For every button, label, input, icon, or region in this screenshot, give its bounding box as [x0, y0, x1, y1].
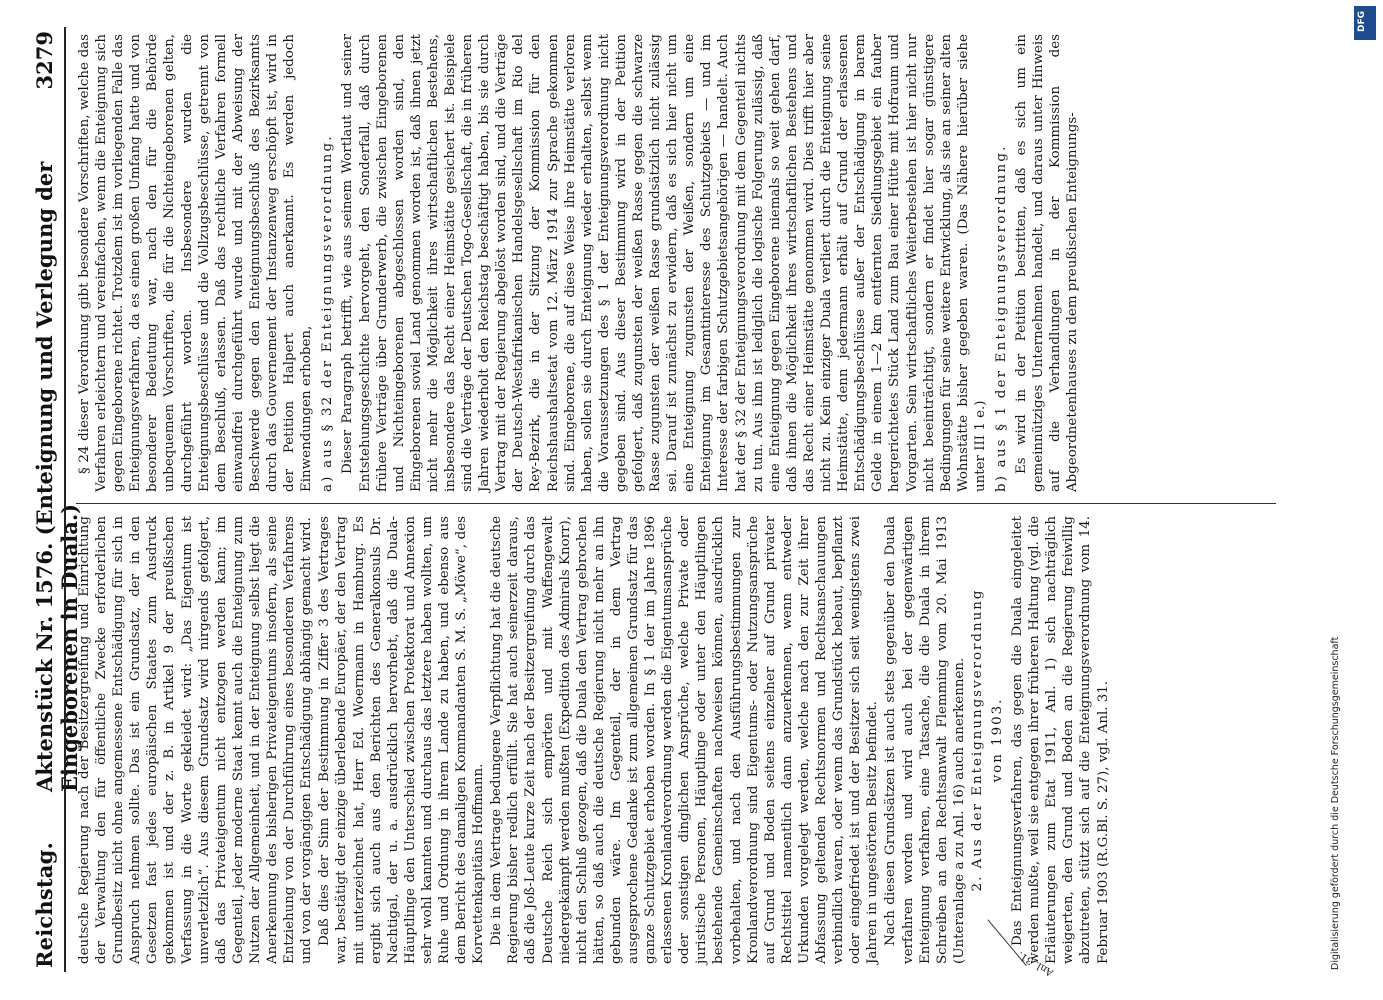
- paragraph: Es wird in der Petition bestritten, daß es sich um ein gemeinnütziges Unternehmen handelt, und daraus unter Hinweis auf die Verhandlungen in der Kommission des Abgeordnetenhauses zu dem preußischen Enteignungs-: [1014, 34, 1081, 492]
- paragraph: Das Enteignungsverfahren, das gegen die Duala eingeleitet werden mußte, weil sie entgegen ihrer früheren Haltung (vgl. die Erläuterungen zum Etat 1911, Anl. 1) sich nachträglich weigerten, den Grund und Boden an die Regierung freiwillig abzutreten, stützt sich auf die Enteignungsverordnung vom 14. Februar 1903 (R.G.Bl. S. 27), vgl. Anl. 31.: [1010, 516, 1111, 964]
- paragraph: Daß dies der Sinn der Bestimmung in Ziffer 3 des Vertrages war, bestätigt der einzige überlebende Europäer, der den Vertrag mit unterzeichnet hat, Herr Ed. Woermann in Hamburg. Es ergibt sich auch aus den Berichten des Generalkonsuls Dr. Nachtigal, der u. a. ausdrücklich hervorhebt, daß die Duala-Häuptlinge den Unterschied zwischen Protektorat und Annexion sehr wohl kannten und durchaus das letztere haben wollten, um Ruhe und Ordnung in ihrem Lande zu haben, und ebenso aus dem Bericht des damaligen Kommandanten S. M. S. „Möwe“, des Korvettenkapitäns Hoffmann.: [317, 516, 487, 964]
- section-heading: 2. Aus der Enteignungsverordnung: [969, 588, 985, 892]
- paragraph: deutsche Regierung nach der Besitzergreifung und Einrichtung der Verwaltung den für öffentliche Zwecke erforderlichen Grundbesitz nicht ohne angemessene Entschädigung für sich in Anspruch nehmen sollte. Das ist ein Grundsatz, der in den Gesetzen fast jedes europäischen Staates zum Ausdruck gekommen ist und der z. B. in Artikel 9 der preußischen Verfassung in die Worte gekleidet wird: „Das Eigentum ist unverletzlich“. Aus diesem Grundsatz wird nirgends gefolgert, daß das Privateigentum nicht entzogen werden kann; im Gegenteil, jeder moderne Staat kennt auch die Enteignung zum Nutzen der Allgemeinheit, und in der Enteignung selbst liegt die Anerkennung des bisherigen Privateigentums insofern, als seine Entziehung von der Durchführung eines besonderen Verfahrens und von der vorgängigen Entschädigung abhängig gemacht wird.: [77, 516, 315, 964]
- header-rule: [64, 27, 66, 972]
- section-heading: a) aus § 32 der Enteignungsverordnung.: [320, 134, 336, 492]
- paragraph: § 24 dieser Verordnung gibt besondere Vorschriften, welche das Verfahren erleichtern und vereinfachen, wenn die Enteignung sich gegen Eingeborene richtet. Trotzdem ist im vorliegenden Falle das Enteignungsverfahren, da es einen großen Umfang hatte und von besonderer Bedeutung war, nach den für die Behörde unbequemen Vorschriften, die für die Nichteingeborenen gelten, durchgeführt worden. Insbesondere wurden die Enteignungsbeschlüsse und die Vollzugsbeschlüsse, getrennt von dem Beschluß, erlassen. Daß das rechtliche Verfahren formell einwandfrei durchgeführt wurde und mit der Abweisung der Beschwerde gegen den Enteignungsbeschluß des Bezirksamts durch das Gouvernement der Instanzenweg erschöpft ist, wird in der Petition Halpert auch anerkannt. Es werden jedoch Einwendungen erhoben,: [77, 34, 315, 492]
- page-number: 3279: [32, 31, 57, 90]
- column-divider: [76, 503, 1276, 504]
- section-heading: b) aus § 1 der Enteignungsverordnung.: [993, 144, 1009, 492]
- header-title: Aktenstück Nr. 1576. (Enteignung und Verlegung der Eingeborenen in Duala.): [32, 161, 82, 792]
- right-column: [76, 34, 1082, 492]
- dfg-logo: [1354, 6, 1376, 40]
- paragraph: Die in dem Vertrage bedungene Verpflichtung hat die deutsche Regierung bisher redlich erfüllt. Sie hat auch seinerzeit daraus, daß die Joß-Leute kurze Zeit nach der Besitzergreifung durch das Deutsche Reich sich empörten und mit Waffengewalt niedergekämpft werden mußten (Expedition des Admirals Knorr), nicht den Schluß gezogen, daß die Duala den Vertrag gebrochen hätten, so daß auch die deutsche Regierung nicht mehr an ihn gebunden wäre. Im Gegenteil, der in dem Vertrag ausgesprochene Gedanke ist zum allgemeinen Grundsatz für das ganze Schutzgebiet erhoben worden. In § 1 der im Jahre 1896 erlassenen Kronlandverordnung werden die Eigentumsansprüche oder sonstigen dinglichen Ansprüche, welche Private oder juristische Personen, Häuptlinge oder unter den Häuptlingen bestehende Gemeinschaften nachweisen können, ausdrücklich vorbehalten, und nach den Ausführungsbestimmungen zur Kronlandverordnung sind Eigentums- oder Nutzungsansprüche auf Grund und Boden seitens einzelner auf Grund privater Rechtstitel namentlich dann anzuerkennen, wenn entweder Urkunden vorgelegt werden, welche nach den zur Zeit ihrer Abfassung geltenden Rechtsnormen und Rechtsanschauungen verbindlich waren, oder wenn das Grundstück bebaut, bepflanzt oder eingefriedet ist und der Besitzer sich seit wenigstens zwei Jahren in ungestörtem Besitz befindet.: [489, 516, 881, 964]
- header-left: Reichstag.: [32, 842, 57, 968]
- page-header: [28, 27, 82, 972]
- digitization-credit: [1320, 40, 1360, 980]
- left-column: [76, 516, 1113, 964]
- paragraph: Dieser Paragraph betrifft, wie aus seinem Wortlaut und seiner Entstehungsgeschichte hervorgeht, den Sonderfall, daß durch frühere Verträge über Grunderwerb, die zwischen Eingeborenen und Nichteingeborenen abgeschlossen worden sind, den Eingeborenen soviel Land genommen worden ist, daß ihnen jetzt nicht mehr die Möglichkeit ihres wirtschaftlichen Bestehens, insbesondere das Recht einer Heimstätte gesichert ist. Beispiele sind die Verträge der Deutschen Togo-Gesellschaft, die in früheren Jahren wiederholt den Reichstag beschäftigt haben, bis sie durch Vertrag mit der Regierung abgelöst worden sind, und die Verträge der Deutsch-Westafrikanischen Handelsgesellschaft im Rio del Rey-Bezirk, die in der Sitzung der Kommission für den Reichshaushaltsetat vom 12. März 1914 zur Sprache gekommen sind. Eingeborene, die auf diese Weise ihre Heimstätte verloren haben, sollen sie durch Enteignung wieder erhalten, selbst wenn die Voraussetzungen des § 1 der Enteignungsverordnung nicht gegeben sind. Aus dieser Bestimmung wird in der Petition gefolgert, daß zugunsten der weißen Rasse gegen die schwarze Rasse zugunsten der weißen Rasse grundsätzlich nicht zulässig sei. Darauf ist zunächst zu erwidern, daß es sich hier nicht um eine Enteignung zugunsten der Weißen, sondern um eine Enteignung im Gesamtinteresse des Schutzgebiets — und im Interesse der farbigen Schutzgebietsangehörigen — handelt. Auch hat der § 32 der Enteignungsverordnung mit dem Gegenteil nichts zu tun. Aus ihm ist lediglich die logische Folgerung zulässig, daß eine Enteignung gegen Eingeborene niemals so weit gehen darf, daß ihnen die Möglichkeit ihres wirtschaftlichen Bestehens und das Recht einer Heimstätte genommen wird. Dies trifft hier aber nicht zu. Kein einziger Duala verliert durch die Enteignung seine Heimstätte, denn jedermann erhält auf Grund der erlassenen Entschädigungsbeschlüsse außer der Entschädigung in barem Gelde in einem 1—2 km entfernten Siedlungsgebiet ein fauber hergerichtetes Stück Land zum Bau einer Hütte mit Hofraum und Vorgarten. Sein wirtschaftliches Weiterbestehen ist hier nicht nur nicht beeinträchtigt, sondern er findet hier sogar günstigere Bedingungen für seine weitere Entwicklung, als sie an seiner alten Wohnstätte bisher gegeben waren. (Das Nähere hierüber siehe unter III 1 e.): [340, 34, 988, 492]
- dfg-logo-text: DFG: [1357, 10, 1367, 32]
- paragraph: Nach diesen Grundsätzen ist auch stets gegenüber den Duala verfahren worden und wird auch bei der gegenwärtigen Enteignung verfahren, eine Tatsache, die die Duala in ihrem Schreiben an den Rechtsanwalt Flemming vom 20. Mai 1913 (Unteranlage a zu Anl. 16) auch anerkennen.: [883, 516, 967, 964]
- section-subheading: von 1903.: [989, 697, 1005, 783]
- margin-note: Anl. 31.: [1016, 948, 1056, 978]
- credit-text: Digitalisierung gefördert durch die Deutsche Forschungsgemeinschaft: [1330, 636, 1341, 970]
